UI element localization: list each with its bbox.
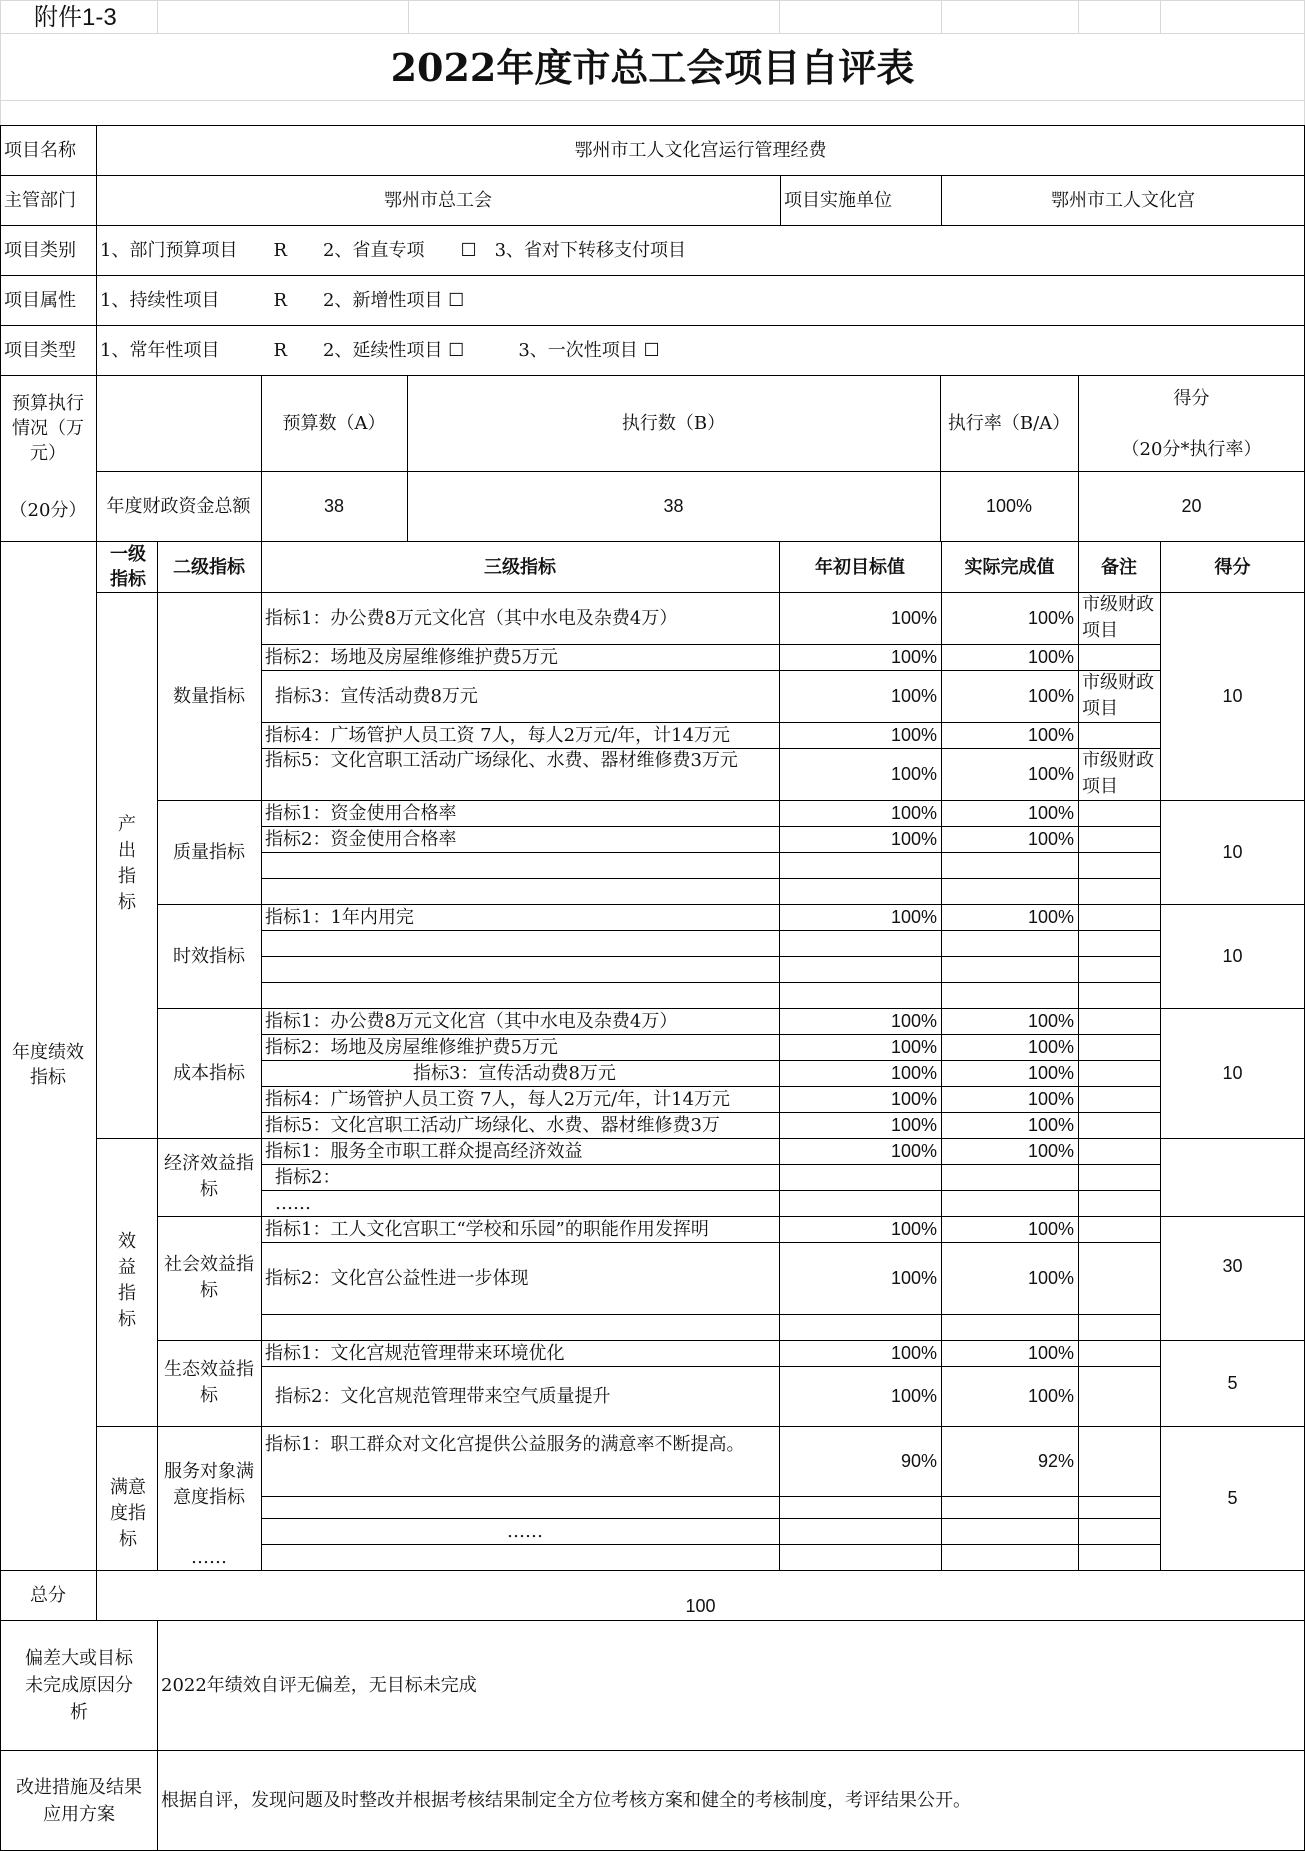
col-score: 得分 — [1173, 387, 1210, 409]
border-v — [941, 541, 942, 1570]
border-h — [261, 670, 1160, 671]
attribute-label: 项目属性 — [4, 289, 76, 311]
quantity-row-3-name: 指标3：宣传活动费8万元 — [275, 685, 478, 707]
border-h — [0, 325, 1305, 326]
quality-score: 10 — [1222, 841, 1243, 862]
economic-row-1-target: 100% — [890, 1140, 937, 1161]
border-v — [1160, 541, 1161, 1570]
cost-row-5-target: 100% — [890, 1114, 937, 1135]
border-v — [407, 375, 408, 541]
level1-output: 产出指标 — [118, 814, 136, 913]
social-row-2-actual: 100% — [1027, 1267, 1074, 1288]
social-row-2-target: 100% — [890, 1267, 937, 1288]
border-v — [1078, 375, 1079, 541]
col-level2: 二级指标 — [173, 556, 245, 578]
quantity-label: 数量指标 — [173, 685, 245, 707]
border-h — [261, 956, 1160, 957]
cost-row-2-target: 100% — [890, 1036, 937, 1057]
border-h — [261, 644, 1160, 645]
ecological-row-2-name: 指标2：文化宫规范管理带来空气质量提升 — [275, 1385, 611, 1407]
dept-label: 主管部门 — [4, 189, 76, 211]
quantity-row-5-actual: 100% — [1027, 763, 1074, 784]
social-row-1-name: 指标1：工人文化宫职工“学校和乐园”的职能作用发挥明 — [265, 1218, 709, 1240]
timeliness-label: 时效指标 — [173, 945, 245, 967]
page-title: 2022年度市总工会项目自评表 — [390, 45, 915, 90]
cost-row-3-target: 100% — [890, 1062, 937, 1083]
cost-row-5-actual: 100% — [1027, 1114, 1074, 1135]
quantity-row-3-target: 100% — [890, 685, 937, 706]
border-v — [96, 541, 97, 1570]
col-exec: 执行数（B） — [621, 412, 726, 434]
border-h — [261, 1034, 1160, 1035]
cost-row-1-target: 100% — [890, 1010, 937, 1031]
cost-label: 成本指标 — [173, 1062, 245, 1084]
border-v — [779, 541, 780, 1570]
border-v — [1078, 541, 1079, 1570]
border-h — [261, 1112, 1160, 1113]
attribute-value: 1、持续性项目 R 2、新增性项目 ☐ — [100, 289, 465, 311]
border-h — [261, 878, 1160, 879]
border-v — [780, 175, 781, 225]
col-target: 年初目标值 — [815, 556, 905, 578]
timeliness-row-1-actual: 100% — [1027, 906, 1074, 927]
col-level3: 三级指标 — [484, 556, 556, 578]
col-budget: 预算数（A） — [282, 412, 386, 434]
improvement-label: 改进措施及结果应用方案 — [16, 1777, 142, 1825]
exec-value: 38 — [663, 495, 684, 516]
ecological-row-2-target: 100% — [890, 1385, 937, 1406]
quantity-row-2-target: 100% — [890, 646, 937, 667]
quantity-row-4-actual: 100% — [1027, 724, 1074, 745]
timeliness-score: 10 — [1222, 945, 1243, 966]
quantity-row-1-note: 市级财政项目 — [1082, 594, 1154, 641]
border-h — [261, 748, 1160, 749]
service-extra: …… — [191, 1546, 227, 1568]
border-v — [96, 1570, 97, 1620]
budget-value: 38 — [323, 495, 345, 516]
level1-benefit: 效益指标 — [118, 1231, 136, 1330]
rate-value: 100% — [985, 495, 1033, 516]
border-h — [96, 592, 1305, 593]
deviation-value: 2022年绩效自评无偏差，无目标未完成 — [161, 1674, 477, 1696]
border-h — [261, 826, 1160, 827]
col-score-indicators: 得分 — [1214, 556, 1251, 578]
budget-section-score: （20分） — [9, 499, 87, 521]
category-value: 1、部门预算项目 R 2、省直专项 ☐ 3、省对下转移支付项目 — [100, 239, 687, 261]
border-h — [157, 904, 1305, 905]
cost-row-3-name: 指标3：宣传活动费8万元 — [413, 1062, 616, 1084]
ecological-row-2-actual: 100% — [1027, 1385, 1074, 1406]
border-h — [261, 1086, 1160, 1087]
border-h — [96, 471, 1305, 472]
service-row-2-name: …… — [507, 1520, 543, 1542]
social-row-1-actual: 100% — [1027, 1218, 1074, 1239]
border-v — [261, 375, 262, 541]
quantity-row-4-name: 指标4：广场管护人员工资 7人，每人2万元/年，计14万元 — [265, 724, 731, 746]
border-h — [261, 930, 1160, 931]
border-h — [157, 1008, 1305, 1009]
ecological-label: 生态效益指标 — [164, 1359, 254, 1406]
border-h — [261, 1496, 1160, 1497]
col-score-formula: （20分*执行率） — [1121, 438, 1262, 460]
border-h — [261, 1060, 1160, 1061]
service-row-1-target: 90% — [900, 1450, 937, 1471]
impl-unit-value: 鄂州市工人文化宫 — [1051, 189, 1195, 211]
cost-row-1-name: 指标1：办公费8万元文化宫（其中水电及杂费4万） — [265, 1010, 678, 1032]
border-h — [0, 1750, 1305, 1751]
budget-row-label: 年度财政资金总额 — [106, 495, 251, 517]
service-label: 服务对象满意度指标 — [164, 1461, 254, 1508]
dept-value: 鄂州市总工会 — [384, 189, 492, 211]
quantity-row-3-actual: 100% — [1027, 685, 1074, 706]
timeliness-row-1-target: 100% — [890, 906, 937, 927]
border-h — [261, 1366, 1160, 1367]
border-h — [261, 722, 1160, 723]
border-h — [157, 1340, 1305, 1341]
cost-row-3-actual: 100% — [1027, 1062, 1074, 1083]
total-value: 100 — [685, 1595, 716, 1616]
social-row-1-target: 100% — [890, 1218, 937, 1239]
economic-row-1-name: 指标1：服务全市职工群众提高经济效益 — [265, 1140, 583, 1162]
border-v — [0, 125, 1, 1851]
quantity-row-1-target: 100% — [890, 607, 937, 628]
cost-row-1-actual: 100% — [1027, 1010, 1074, 1031]
quantity-row-3-note: 市级财政项目 — [1082, 672, 1154, 719]
economic-row-1-actual: 100% — [1027, 1140, 1074, 1161]
border-v — [261, 541, 262, 1570]
quality-label: 质量指标 — [173, 841, 245, 863]
border-h — [261, 1518, 1160, 1519]
type-label: 项目类型 — [4, 339, 76, 361]
border-h — [0, 541, 1305, 542]
quantity-row-5-name: 指标5：文化宫职工活动广场绿化、水费、器材维修费3万元 — [265, 750, 738, 771]
quantity-row-5-target: 100% — [890, 763, 937, 784]
quality-row-1-name: 指标1：资金使用合格率 — [265, 802, 457, 824]
border-h — [0, 175, 1305, 176]
economic-label: 经济效益指标 — [164, 1153, 254, 1200]
border-h — [261, 1544, 1160, 1545]
quality-row-1-actual: 100% — [1027, 802, 1074, 823]
economic-row-3-name: …… — [275, 1192, 311, 1214]
border-h — [157, 1216, 1305, 1217]
cost-row-2-name: 指标2：场地及房屋维修维护费5万元 — [265, 1036, 558, 1058]
quantity-score: 10 — [1222, 685, 1243, 706]
ecological-row-1-target: 100% — [890, 1342, 937, 1363]
cost-row-4-target: 100% — [890, 1088, 937, 1109]
quantity-row-4-target: 100% — [890, 724, 937, 745]
border-h — [261, 982, 1160, 983]
economic-social-score: 30 — [1222, 1255, 1243, 1276]
col-rate: 执行率（B/A） — [947, 412, 1071, 434]
cost-row-4-name: 指标4：广场管护人员工资 7人，每人2万元/年，计14万元 — [265, 1088, 731, 1110]
border-h — [0, 225, 1305, 226]
border-h — [261, 1190, 1160, 1191]
total-label: 总分 — [30, 1584, 66, 1606]
cost-row-2-actual: 100% — [1027, 1036, 1074, 1057]
ecological-score: 5 — [1227, 1372, 1238, 1393]
quantity-row-2-actual: 100% — [1027, 646, 1074, 667]
border-h — [261, 852, 1160, 853]
quality-row-2-target: 100% — [890, 828, 937, 849]
border-v — [157, 541, 158, 1570]
border-v — [96, 375, 97, 541]
border-h — [0, 1620, 1305, 1621]
border-v — [96, 125, 97, 375]
budget-score-value: 20 — [1181, 495, 1202, 516]
ecological-row-1-actual: 100% — [1027, 1342, 1074, 1363]
impl-unit-label: 项目实施单位 — [784, 189, 892, 211]
indicators-section-label: 年度绩效指标 — [12, 1042, 84, 1088]
col-note: 备注 — [1101, 556, 1137, 578]
project-name-value: 鄂州市工人文化宫运行管理经费 — [574, 139, 827, 161]
border-v — [941, 175, 942, 225]
attachment-label: 附件1-3 — [34, 3, 117, 31]
service-row-1-actual: 92% — [1037, 1450, 1074, 1471]
quality-row-2-actual: 100% — [1027, 828, 1074, 849]
quantity-row-1-name: 指标1：办公费8万元文化宫（其中水电及杂费4万） — [265, 607, 678, 629]
border-h — [261, 1164, 1160, 1165]
border-v — [157, 1620, 158, 1851]
type-value: 1、常年性项目 R 2、延续性项目 ☐ 3、一次性项目 ☐ — [100, 339, 660, 361]
border-h — [0, 125, 1305, 126]
ecological-row-1-name: 指标1：文化宫规范管理带来环境优化 — [265, 1342, 565, 1364]
border-v — [940, 375, 941, 541]
improvement-value: 根据自评，发现问题及时整改并根据考核结果制定全方位考核方案和健全的考核制度，考评结果公开。 — [161, 1790, 971, 1811]
border-h — [261, 1314, 1160, 1315]
col-actual: 实际完成值 — [964, 556, 1055, 578]
quantity-row-1-actual: 100% — [1027, 607, 1074, 628]
border-h — [261, 1242, 1160, 1243]
border-h — [96, 1426, 1305, 1427]
service-row-1-name: 指标1：职工群众对文化宫提供公益服务的满意率不断提高。 — [265, 1434, 745, 1455]
border-h — [157, 1138, 1305, 1139]
border-h — [0, 275, 1305, 276]
level1-satisfaction: 满意度指标 — [110, 1477, 146, 1550]
cost-score: 10 — [1222, 1062, 1243, 1083]
border-h — [157, 800, 1305, 801]
border-h — [0, 375, 1305, 376]
social-label: 社会效益指标 — [164, 1254, 254, 1301]
border-h — [0, 1570, 1305, 1571]
quantity-row-2-name: 指标2：场地及房屋维修维护费5万元 — [265, 646, 558, 668]
economic-row-2-name: 指标2： — [275, 1166, 341, 1188]
quality-row-1-target: 100% — [890, 802, 937, 823]
col-level1: 一级指标 — [110, 544, 146, 590]
service-score: 5 — [1227, 1487, 1238, 1508]
category-label: 项目类别 — [4, 239, 76, 261]
quality-row-2-name: 指标2：资金使用合格率 — [265, 828, 457, 850]
cost-row-5-name: 指标5：文化宫职工活动广场绿化、水费、器材维修费3万 — [265, 1114, 720, 1136]
project-name-label: 项目名称 — [4, 139, 76, 161]
deviation-label: 偏差大或目标未完成原因分析 — [25, 1647, 133, 1723]
quantity-row-5-note: 市级财政项目 — [1082, 750, 1154, 797]
social-row-2-name: 指标2：文化宫公益性进一步体现 — [265, 1267, 529, 1289]
cost-row-4-actual: 100% — [1027, 1088, 1074, 1109]
timeliness-row-1-name: 指标1：1年内用完 — [265, 906, 414, 928]
budget-section-label: 预算执行情况（万元） — [12, 392, 84, 464]
